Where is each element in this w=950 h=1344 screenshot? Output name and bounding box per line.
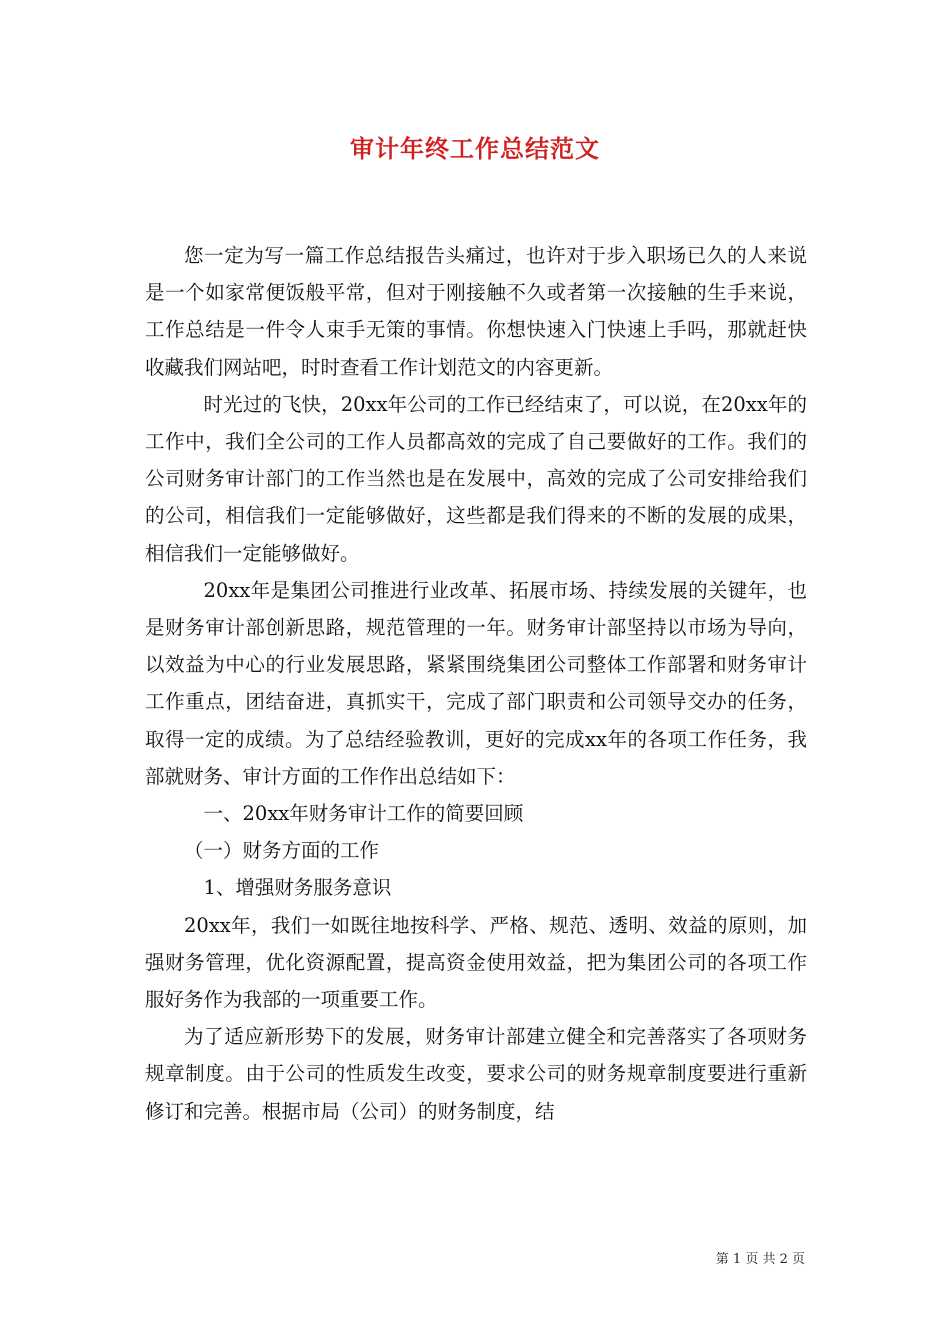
paragraph-principles: 20xx年，我们一如既往地按科学、严格、规范、透明、效益的原则，加强财务管理，优化资源配置，提高资金使用效益，把为集团公司的各项工作服好务作为我部的一项重要工作。 — [145, 913, 807, 1012]
paragraph-intro: 您一定为写一篇工作总结报告头痛过，也许对于步入职场已久的人来说是一个如家常便饭般平常，但对于刚接触不久或者第一次接触的生手来说，工作总结是一件令人束手无策的事情。你想快速入门快速上手吗，那就赶快收藏我们网站吧，时时查看工作计划范文的内容更新。 — [145, 244, 807, 379]
paragraph-year-review: 20xx年是集团公司推进行业改革、拓展市场、持续发展的关键年，也是财务审计部创新思路，规范管理的一年。财务审计部坚持以市场为导向，以效益为中心的行业发展思路，紧紧围绕集团公司整体工作部署和财务审计工作重点，团结奋进，真抓实干，完成了部门职责和公司领导交办的任务，取得一定的成绩。为了总结经验教训，更好的完成xx年的各项工作任务，我部就财务、审计方面的工作作出总结如下： — [145, 578, 807, 788]
subsection-heading-finance: （一）财务方面的工作 — [184, 839, 380, 863]
paragraph-regulations: 为了适应新形势下的发展，财务审计部建立健全和完善落实了各项财务规章制度。由于公司的性质发生改变，要求公司的财务规章制度要进行重新修订和完善。根据市局（公司）的财务制度，结 — [145, 1025, 807, 1123]
document-body — [145, 237, 807, 1130]
paragraph-time: 时光过的飞快，20xx年公司的工作已经结束了，可以说，在20xx年的工作中，我们全公司的工作人员都高效的完成了自己要做好的工作。我们的公司财务审计部门的工作当然也是在发展中，高效的完成了公司安排给我们的公司，相信我们一定能够做好，这些都是我们得来的不断的发展的成果，相信我们一定能够做好。 — [145, 392, 807, 565]
section-heading-1: 一、20xx年财务审计工作的简要回顾 — [203, 802, 524, 826]
page-title: 审计年终工作总结范文 — [350, 134, 600, 163]
item-heading-1: 1、增强财务服务意识 — [203, 876, 392, 900]
page-number: 第 1 页 共 2 页 — [715, 1252, 805, 1267]
